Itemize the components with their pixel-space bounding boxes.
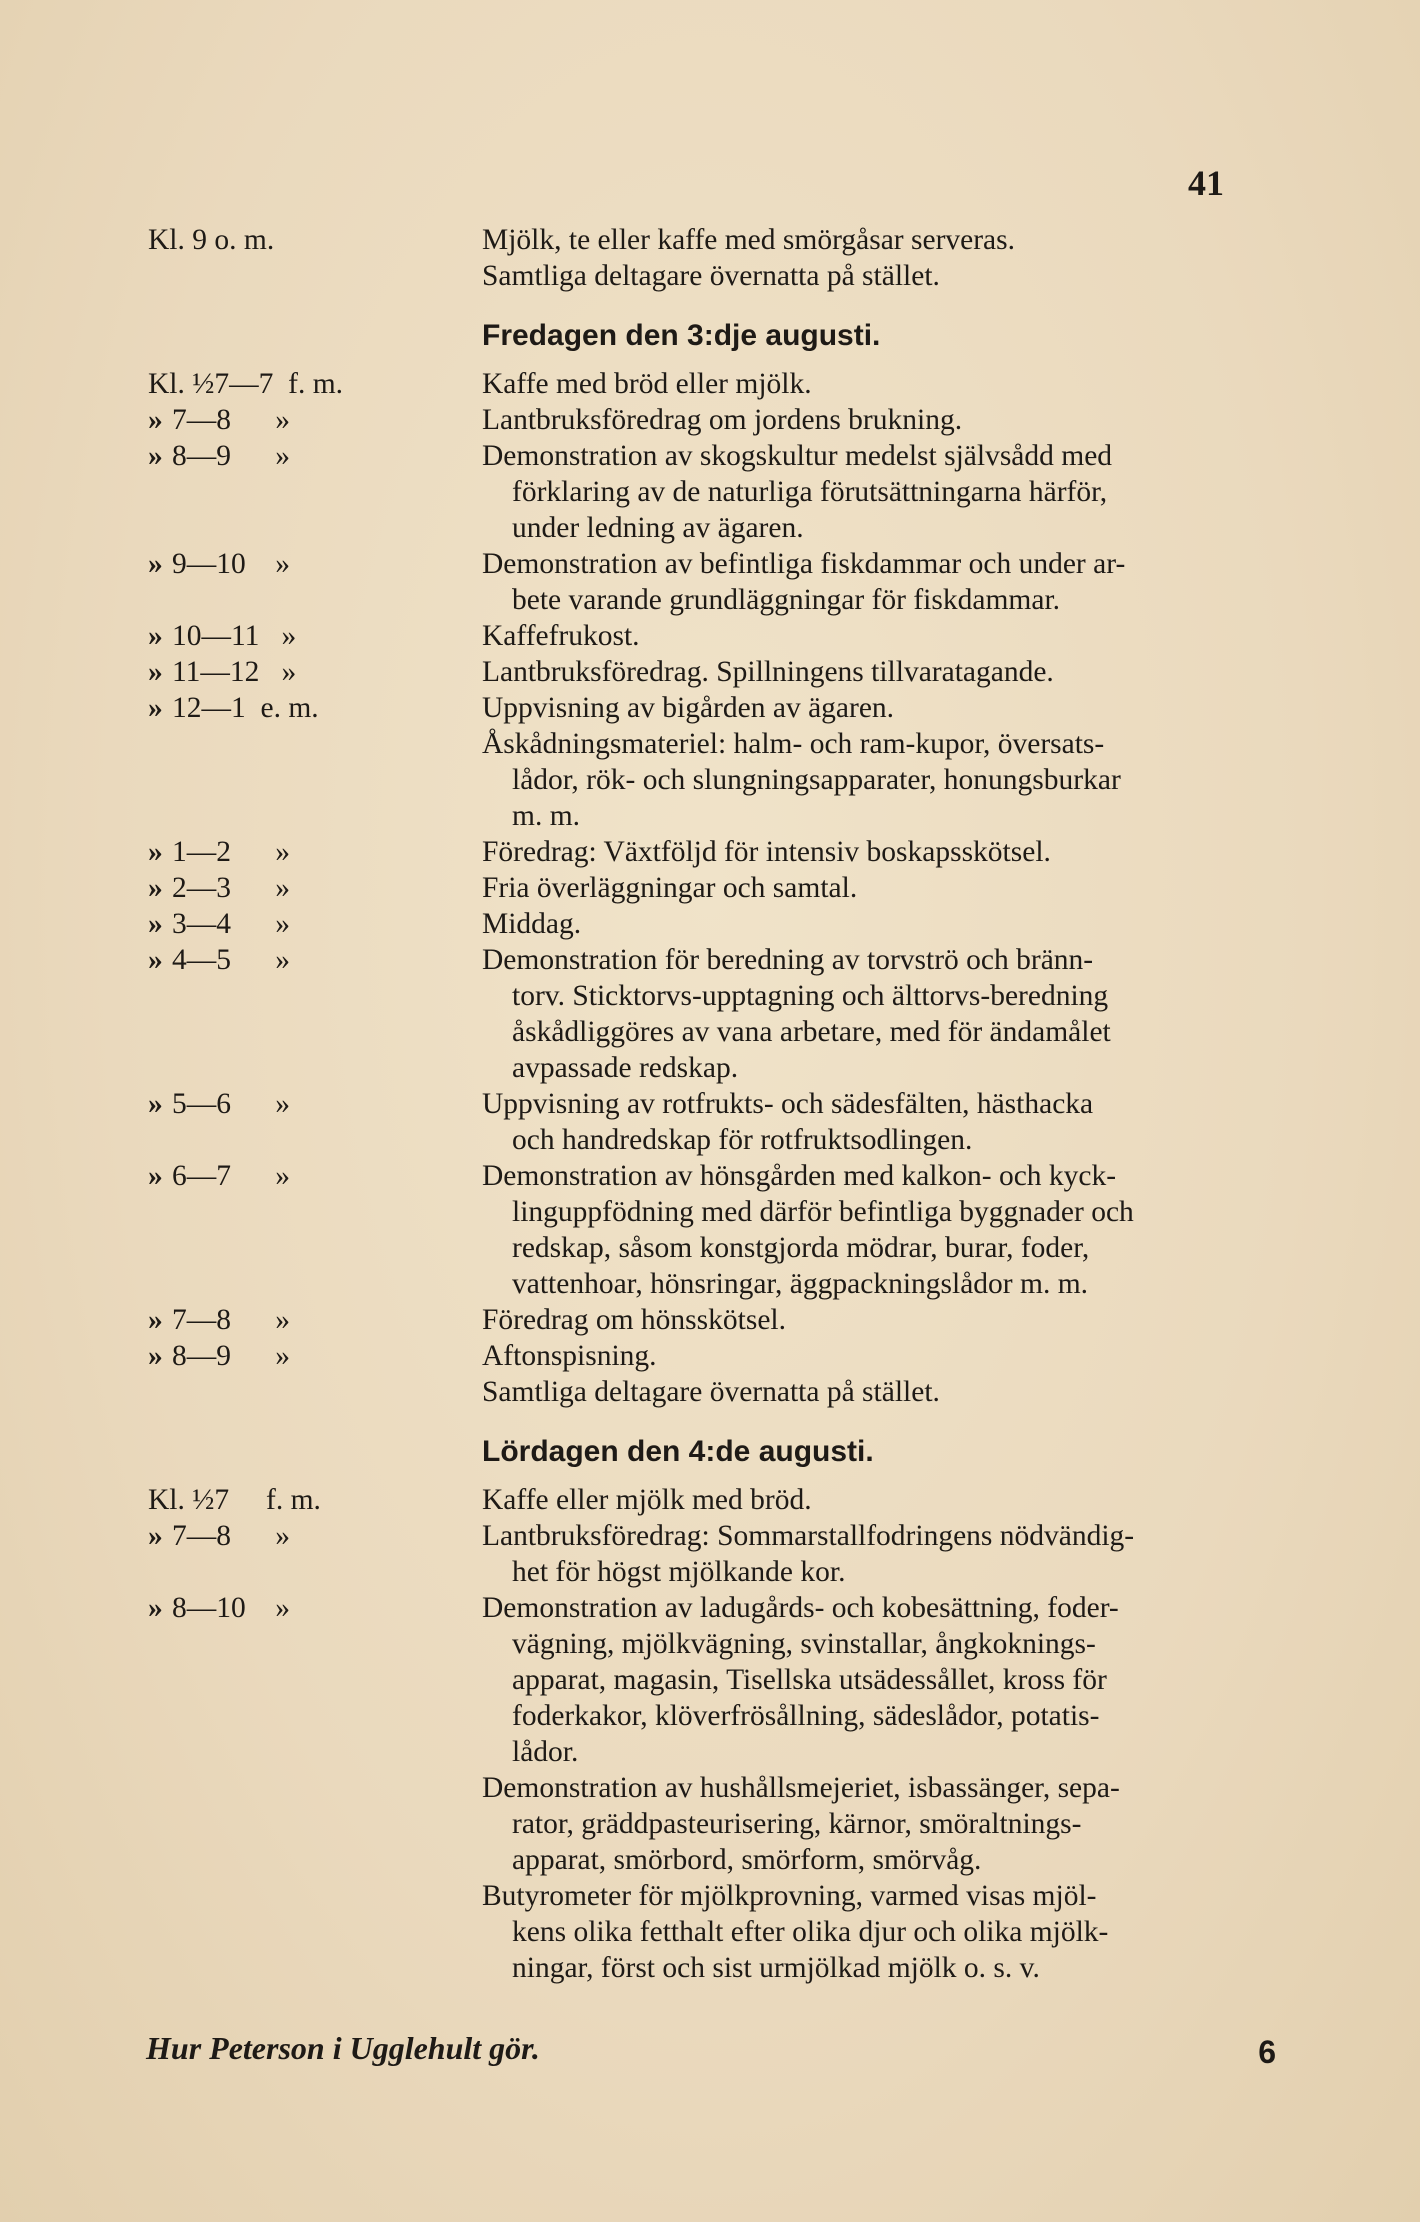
time-slot: 10—11 » — [172, 620, 297, 652]
description-line: Uppvisning av bigården av ägaren. — [482, 692, 895, 724]
activity-description — [482, 222, 1318, 294]
time-slot: 8—9 » — [172, 1340, 290, 1372]
description-line: het för högst mjölkande kor. — [512, 1556, 846, 1588]
schedule-row — [148, 366, 1318, 402]
ditto-mark: » — [148, 656, 163, 688]
time-slot: 7—8 » — [172, 404, 290, 436]
description-line: Samtliga deltagare övernatta på stället. — [482, 260, 940, 292]
footer — [146, 2030, 1276, 2070]
ditto-mark: » — [148, 440, 163, 472]
ditto-mark: » — [148, 548, 163, 580]
time-slot: 8—9 » — [172, 440, 290, 472]
description-line: rator, gräddpasteurisering, kärnor, smöraltnings- — [512, 1808, 1082, 1840]
schedule-row — [148, 1482, 1318, 1518]
schedule-row — [148, 834, 1318, 870]
description-line: under ledning av ägaren. — [512, 512, 804, 544]
schedule-row — [148, 1518, 1318, 1590]
activity-description — [482, 546, 1318, 618]
time-slot: 4—5 » — [172, 944, 290, 976]
description-line: bete varande grundläggningar för fiskdammar. — [512, 584, 1061, 616]
ditto-mark: » — [148, 872, 163, 904]
time-slot: 7—8 » — [172, 1520, 290, 1552]
day-heading: Fredagen den 3:dje augusti. — [482, 319, 881, 352]
ditto-mark: » — [148, 404, 163, 436]
time-slot: Kl. ½7—7 f. m. — [148, 368, 344, 400]
activity-description — [482, 1482, 1318, 1518]
description-line: ningar, först och sist urmjölkad mjölk o. s. v. — [512, 1952, 1040, 1984]
description-line: Kaffe med bröd eller mjölk. — [482, 368, 812, 400]
schedule-row — [148, 402, 1318, 438]
schedule-row — [148, 1086, 1318, 1158]
footer-title: Hur Peterson i Ugglehult gör. — [146, 2030, 540, 2066]
schedule-row — [148, 222, 1318, 294]
description-line: Demonstration av befintliga fiskdammar och under ar- — [482, 548, 1126, 580]
schedule-row — [148, 906, 1318, 942]
activity-description — [482, 438, 1318, 546]
ditto-mark: » — [148, 1160, 163, 1192]
activity-description — [482, 1338, 1318, 1410]
activity-description — [482, 1518, 1318, 1590]
schedule-row — [148, 654, 1318, 690]
time-slot: 6—7 » — [172, 1160, 290, 1192]
description-line: Föredrag: Växtföljd för intensiv boskapsskötsel. — [482, 836, 1051, 868]
description-line: lådor. — [512, 1736, 579, 1768]
ditto-mark: » — [148, 620, 163, 652]
signature-mark: 6 — [1258, 2034, 1276, 2070]
description-line: Demonstration av ladugårds- och kobesättning, foder- — [482, 1592, 1119, 1624]
description-line: apparat, magasin, Tisellska utsädessållet, kross för — [512, 1664, 1107, 1696]
activity-description — [482, 366, 1318, 402]
time-slot: 11—12 » — [172, 656, 297, 688]
description-line: Demonstration av hönsgården med kalkon- och kyck- — [482, 1160, 1117, 1192]
description-line: åskådliggöres av vana arbetare, med för ändamålet — [512, 1016, 1111, 1048]
schedule-row — [148, 438, 1318, 546]
description-line: Föredrag om hönsskötsel. — [482, 1304, 786, 1336]
schedule-row — [148, 546, 1318, 618]
description-line: torv. Sticktorvs-upptagning och älttorvs-beredning — [512, 980, 1109, 1012]
ditto-mark: » — [148, 836, 163, 868]
schedule-row — [148, 1158, 1318, 1302]
activity-description — [482, 1086, 1318, 1158]
schedule — [148, 222, 1318, 1986]
schedule-row — [148, 1590, 1318, 1986]
description-line: linguppfödning med därför befintliga byggnader och — [512, 1196, 1134, 1228]
time-slot: Kl. 9 o. m. — [148, 224, 275, 256]
time-slot: 9—10 » — [172, 548, 290, 580]
schedule-row — [148, 942, 1318, 1086]
description-line: lådor, rök- och slungningsapparater, honungsburkar — [512, 764, 1121, 796]
activity-description — [482, 618, 1318, 654]
ditto-mark: » — [148, 692, 163, 724]
schedule-row — [148, 690, 1318, 834]
description-line: förklaring av de naturliga förutsättningarna härför, — [512, 476, 1108, 508]
ditto-mark: » — [148, 1340, 163, 1372]
description-line: Demonstration av hushållsmejeriet, isbassänger, sepa- — [482, 1772, 1120, 1804]
description-line: vattenhoar, hönsringar, äggpackningslådor m. m. — [512, 1268, 1089, 1300]
time-slot: 3—4 » — [172, 908, 290, 940]
activity-description — [482, 654, 1318, 690]
activity-description — [482, 834, 1318, 870]
ditto-mark: » — [148, 1304, 163, 1336]
description-line: Samtliga deltagare övernatta på stället. — [482, 1376, 940, 1408]
description-line: m. m. — [512, 800, 581, 832]
ditto-mark: » — [148, 908, 163, 940]
ditto-mark: » — [148, 1520, 163, 1552]
schedule-row — [148, 1302, 1318, 1338]
schedule-row — [148, 1338, 1318, 1410]
description-line: Middag. — [482, 908, 582, 940]
description-line: Lantbruksföredrag om jordens brukning. — [482, 404, 963, 436]
description-line: kens olika fetthalt efter olika djur och olika mjölk- — [512, 1916, 1109, 1948]
time-slot: 2—3 » — [172, 872, 290, 904]
activity-description — [482, 870, 1318, 906]
activity-description — [482, 1590, 1318, 1986]
description-line: Kaffefrukost. — [482, 620, 640, 652]
time-slot: Kl. ½7 f. m. — [148, 1484, 321, 1516]
day-heading: Lördagen den 4:de augusti. — [482, 1435, 874, 1468]
description-line: Aftonspisning. — [482, 1340, 657, 1372]
activity-description — [482, 942, 1318, 1086]
description-line: avpassade redskap. — [512, 1052, 739, 1084]
activity-description — [482, 402, 1318, 438]
description-line: och handredskap för rotfruktsodlingen. — [512, 1124, 973, 1156]
time-slot: 8—10 » — [172, 1592, 290, 1624]
description-line: Lantbruksföredrag. Spillningens tillvaratagande. — [482, 656, 1054, 688]
description-line: Åskådningsmateriel: halm- och ram-kupor, översats- — [482, 728, 1105, 760]
activity-description — [482, 1158, 1318, 1302]
description-line: apparat, smörbord, smörform, smörvåg. — [512, 1844, 982, 1876]
activity-description — [482, 906, 1318, 942]
description-line: Mjölk, te eller kaffe med smörgåsar serveras. — [482, 224, 1016, 256]
ditto-mark: » — [148, 1592, 163, 1624]
activity-description — [482, 690, 1318, 834]
description-line: Kaffe eller mjölk med bröd. — [482, 1484, 812, 1516]
time-slot: 12—1 e. m. — [172, 692, 319, 724]
page-number: 41 — [1188, 163, 1224, 203]
schedule-row — [148, 870, 1318, 906]
ditto-mark: » — [148, 1088, 163, 1120]
time-slot: 5—6 » — [172, 1088, 290, 1120]
description-line: foderkakor, klöverfrösållning, sädeslådor, potatis- — [512, 1700, 1100, 1732]
description-line: Demonstration av skogskultur medelst självsådd med — [482, 440, 1113, 472]
ditto-mark: » — [148, 944, 163, 976]
description-line: redskap, såsom konstgjorda mödrar, burar, foder, — [512, 1232, 1090, 1264]
description-line: Butyrometer för mjölkprovning, varmed visas mjöl- — [482, 1880, 1097, 1912]
time-slot: 1—2 » — [172, 836, 290, 868]
time-slot: 7—8 » — [172, 1304, 290, 1336]
schedule-row — [148, 618, 1318, 654]
description-line: Demonstration för beredning av torvströ och bränn- — [482, 944, 1094, 976]
description-line: Fria överläggningar och samtal. — [482, 872, 858, 904]
description-line: Lantbruksföredrag: Sommarstallfodringens nödvändig- — [482, 1520, 1135, 1552]
activity-description — [482, 1302, 1318, 1338]
description-line: Uppvisning av rotfrukts- och sädesfälten, hästhacka — [482, 1088, 1094, 1120]
description-line: vägning, mjölkvägning, svinstallar, ångkoknings- — [512, 1628, 1096, 1660]
